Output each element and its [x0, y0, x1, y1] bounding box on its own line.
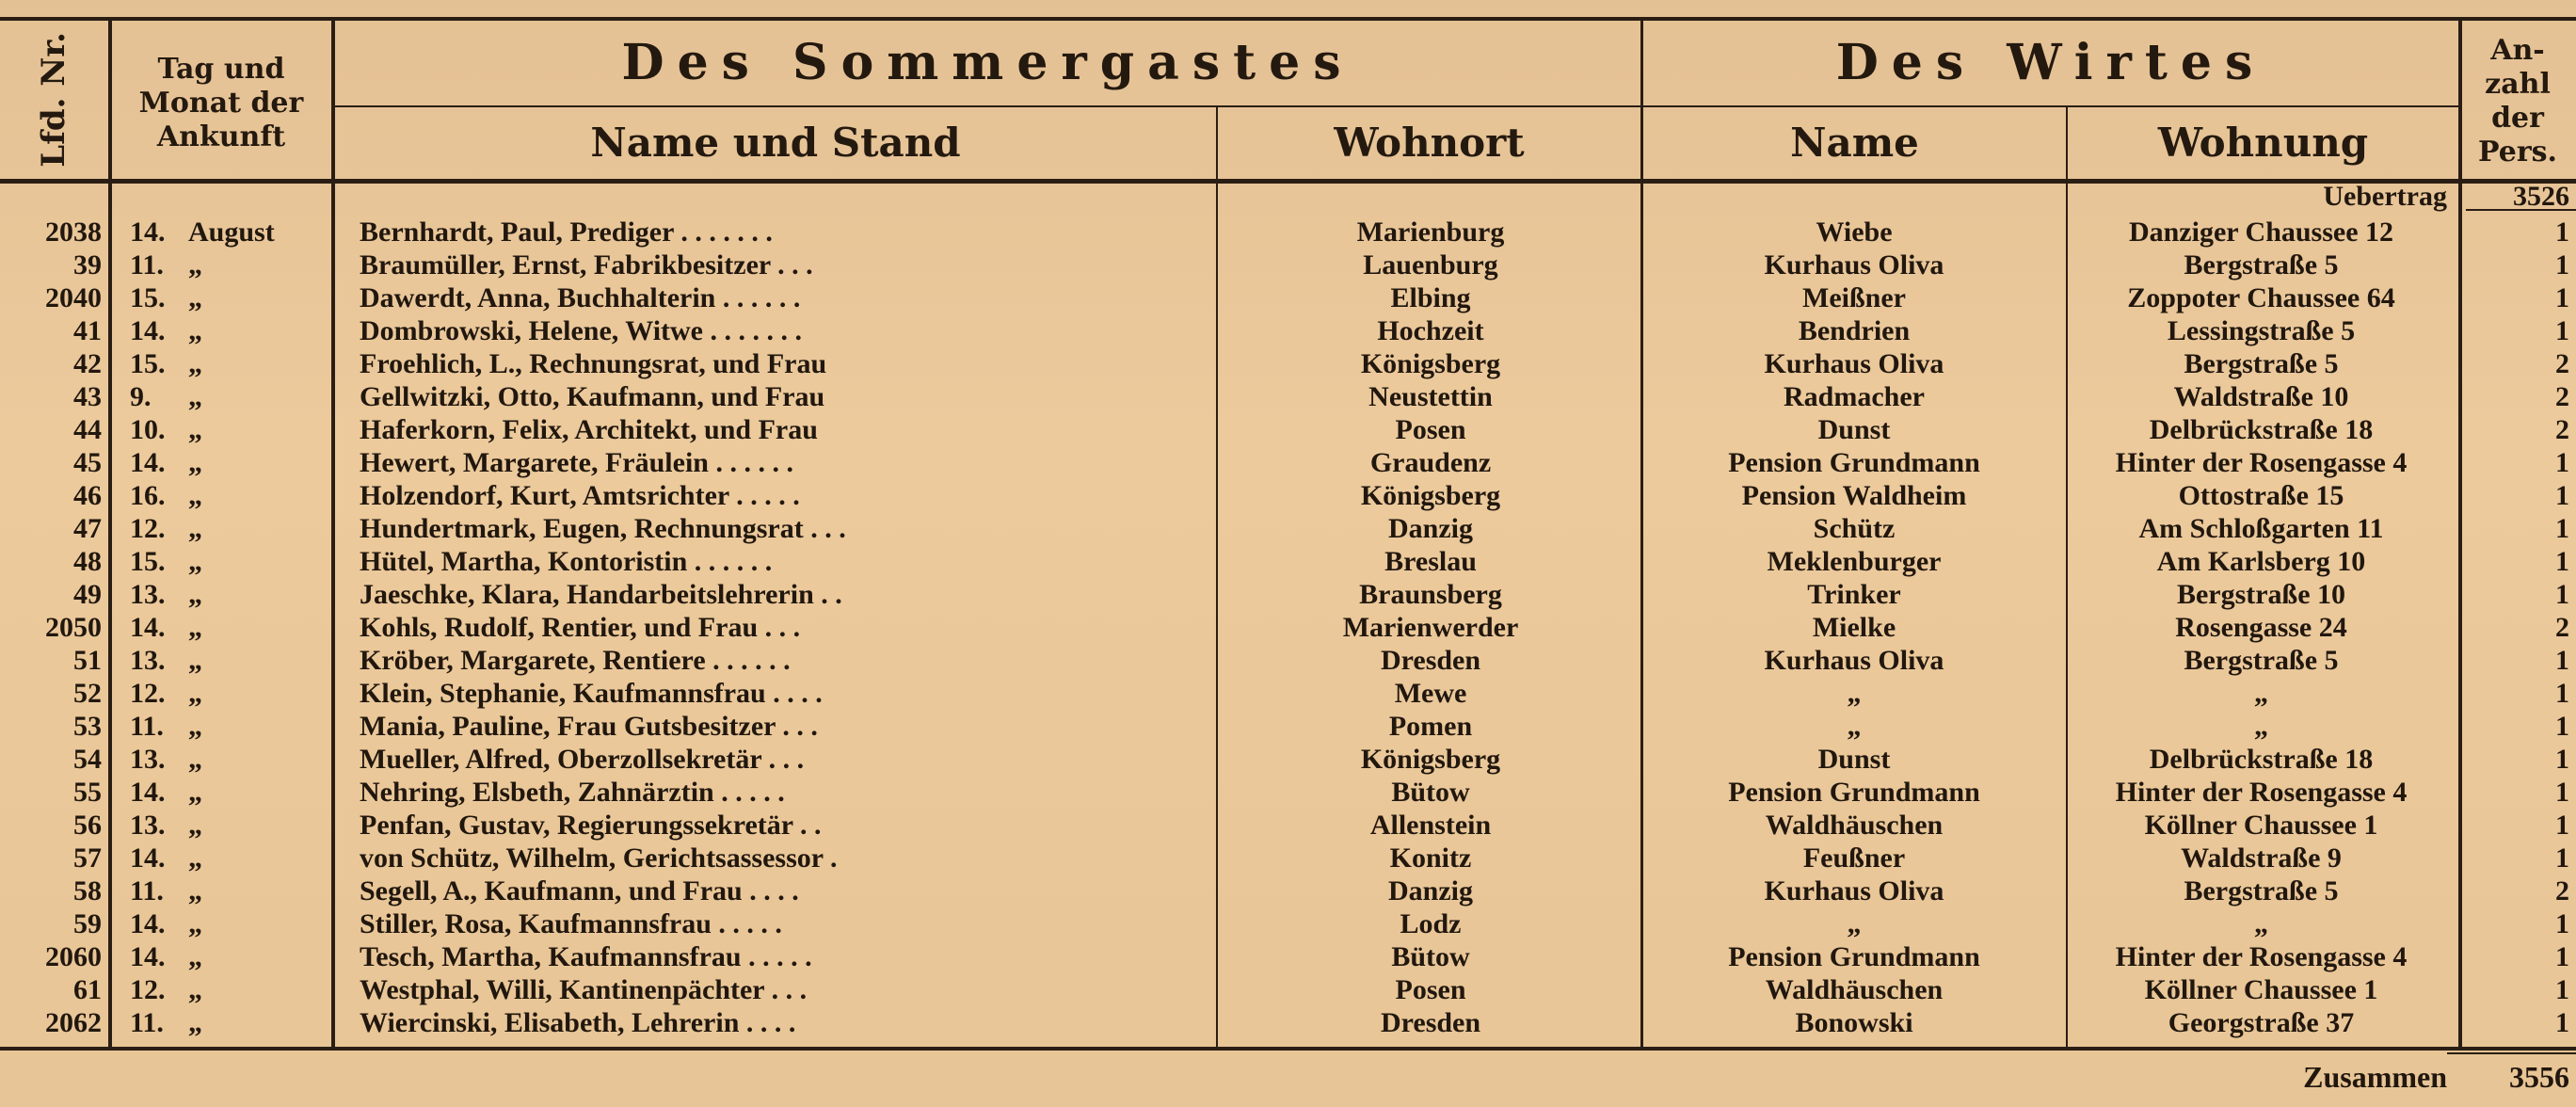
guest-origin: Danzig	[1388, 875, 1473, 906]
guest-origin: Breslau	[1384, 546, 1477, 577]
guest-name-status: Mueller, Alfred, Oberzollsekretär . . .	[360, 744, 805, 775]
row-number: 51	[73, 645, 102, 676]
row-number: 42	[73, 348, 102, 379]
arrival-day: 13.	[130, 744, 166, 775]
arrival-month: „	[188, 447, 202, 478]
person-count: 1	[2555, 579, 2569, 610]
zusammen-value: 3556	[2509, 1060, 2569, 1094]
guest-origin: Königsberg	[1360, 348, 1501, 379]
arrival-month: „	[188, 480, 202, 511]
host-name: Kurhaus Oliva	[1764, 348, 1944, 379]
arrival-day: 13.	[130, 645, 166, 676]
guest-name-status: Nehring, Elsbeth, Zahnärztin . . . . .	[360, 777, 785, 808]
host-address: Waldstraße 9	[2181, 842, 2342, 874]
wohnung-header	[2068, 107, 2458, 179]
arrival-day: 12.	[130, 974, 166, 1005]
host-address: Hinter der Rosengasse 4	[2115, 447, 2408, 478]
person-count: 2	[2555, 348, 2569, 379]
row-number: 43	[73, 381, 102, 412]
tag-monat-header	[122, 28, 320, 179]
person-count: 1	[2555, 974, 2569, 1005]
person-count: 1	[2555, 908, 2569, 939]
host-name: Pension Grundmann	[1728, 941, 1980, 972]
guest-origin: Marienwerder	[1342, 612, 1519, 643]
arrival-month: „	[188, 348, 202, 379]
guest-origin: Lodz	[1400, 908, 1462, 939]
guest-name-status: von Schütz, Wilhelm, Gerichtsassessor .	[360, 842, 838, 874]
host-address: Hinter der Rosengasse 4	[2115, 941, 2408, 972]
arrival-day: 16.	[130, 480, 166, 511]
person-count: 2	[2555, 612, 2569, 643]
row-number: 54	[73, 744, 102, 775]
arrival-month: „	[188, 249, 202, 281]
person-count: 1	[2555, 249, 2569, 281]
host-name: Bonowski	[1795, 1007, 1913, 1038]
host-address: Delbrückstraße 18	[2149, 744, 2374, 775]
wirt-name-header	[1643, 107, 2066, 179]
guest-name-status: Bernhardt, Paul, Prediger . . . . . . .	[360, 217, 773, 248]
guest-origin: Graudenz	[1369, 447, 1492, 478]
person-count: 1	[2555, 480, 2569, 511]
arrival-day: 13.	[130, 810, 166, 841]
arrival-day: 14.	[130, 612, 166, 643]
person-count: 2	[2555, 875, 2569, 906]
guest-origin: Allenstein	[1369, 810, 1492, 841]
person-count: 1	[2555, 711, 2569, 742]
guest-origin: Hochzeit	[1377, 315, 1484, 346]
guest-name-status: Hundertmark, Eugen, Rechnungsrat . . .	[360, 513, 846, 544]
host-address: Danziger Chaussee 12	[2128, 217, 2394, 248]
zusammen-label: Zusammen	[2303, 1060, 2447, 1094]
wohnung-label: Wohnung	[2157, 119, 2369, 166]
anzahl-header	[2466, 24, 2569, 179]
guest-origin: Konitz	[1389, 842, 1472, 874]
arrival-month: „	[188, 282, 202, 313]
host-address: Bergstraße 10	[2176, 579, 2346, 610]
person-count: 2	[2555, 381, 2569, 412]
arrival-month: „	[188, 1007, 202, 1038]
guest-origin: Mewe	[1394, 678, 1467, 709]
guest-name-status: Hütel, Martha, Kontoristin . . . . . .	[360, 546, 773, 577]
wirt-header	[1643, 21, 2458, 105]
person-count: 1	[2555, 678, 2569, 709]
row-number: 39	[73, 249, 102, 281]
arrival-day: 12.	[130, 513, 166, 544]
host-address: Bergstraße 5	[2184, 875, 2339, 906]
arrival-month: „	[188, 513, 202, 544]
guest-name-status: Froehlich, L., Rechnungsrat, und Frau	[360, 348, 827, 379]
arrival-day: 13.	[130, 579, 166, 610]
host-address: Ottostraße 15	[2178, 480, 2344, 511]
arrival-month: „	[188, 908, 202, 939]
arrival-month: „	[188, 645, 202, 676]
arrival-month: „	[188, 414, 202, 445]
arrival-month: „	[188, 678, 202, 709]
row-number: 55	[73, 777, 102, 808]
row-number: 47	[73, 513, 102, 544]
guest-name-status: Holzendorf, Kurt, Amtsrichter . . . . .	[360, 480, 800, 511]
host-address: Waldstraße 10	[2173, 381, 2349, 412]
guest-name-status: Kohls, Rudolf, Rentier, und Frau . . .	[360, 612, 801, 643]
host-name: Meißner	[1802, 282, 1906, 313]
arrival-month: „	[188, 711, 202, 742]
arrival-day: 10.	[130, 414, 166, 445]
row-number: 2040	[45, 282, 102, 313]
arrival-month: „	[188, 974, 202, 1005]
guest-origin: Posen	[1395, 414, 1466, 445]
guest-origin: Königsberg	[1360, 480, 1501, 511]
row-number: 59	[73, 908, 102, 939]
row-number: 44	[73, 414, 102, 445]
guest-origin: Pomen	[1388, 711, 1473, 742]
wirt-label: Des Wirtes	[1835, 33, 2266, 91]
guest-name-status: Braumüller, Ernst, Fabrikbesitzer . . .	[360, 249, 813, 281]
col-divider-5	[2066, 105, 2068, 1049]
arrival-month: „	[188, 777, 202, 808]
arrival-month: „	[188, 842, 202, 874]
host-name: „	[1847, 711, 1862, 742]
row-number: 61	[73, 974, 102, 1005]
host-name: Bendrien	[1798, 315, 1911, 346]
row-number: 2062	[45, 1007, 102, 1038]
col-divider-6	[2458, 17, 2462, 1049]
host-name: Radmacher	[1784, 381, 1925, 412]
person-count: 1	[2555, 941, 2569, 972]
host-address: Köllner Chaussee 1	[2144, 810, 2378, 841]
guest-origin: Lauenburg	[1363, 249, 1498, 281]
host-name: Feußner	[1802, 842, 1906, 874]
col-divider-1	[108, 17, 112, 1049]
person-count: 1	[2555, 645, 2569, 676]
host-name: Kurhaus Oliva	[1764, 645, 1944, 676]
row-number: 49	[73, 579, 102, 610]
host-name: Meklenburger	[1767, 546, 1942, 577]
person-count: 1	[2555, 842, 2569, 874]
host-address: „	[2254, 711, 2268, 742]
person-count: 1	[2555, 546, 2569, 577]
host-address: Zoppoter Chaussee 64	[2127, 282, 2395, 313]
guest-name-status: Hewert, Margarete, Fräulein . . . . . .	[360, 447, 793, 478]
person-count: 1	[2555, 447, 2569, 478]
host-address: Georgstraße 37	[2168, 1007, 2355, 1038]
arrival-day: 11.	[130, 249, 164, 281]
guest-origin: Posen	[1395, 974, 1466, 1005]
wohnort-label: Wohnort	[1334, 119, 1525, 166]
row-number: 2038	[45, 217, 102, 248]
guest-name-status: Dawerdt, Anna, Buchhalterin . . . . . .	[360, 282, 801, 313]
person-count: 2	[2555, 414, 2569, 445]
guest-name-status: Kröber, Margarete, Rentiere . . . . . .	[360, 645, 791, 676]
lfd-nr-header	[0, 21, 108, 179]
host-address: Am Schloßgarten 11	[2138, 513, 2384, 544]
arrival-day: 11.	[130, 875, 164, 906]
row-number: 45	[73, 447, 102, 478]
person-count: 1	[2555, 777, 2569, 808]
host-address: Lessingstraße 5	[2167, 315, 2356, 346]
guest-origin: Neustettin	[1368, 381, 1493, 412]
arrival-month: „	[188, 810, 202, 841]
host-address: Bergstraße 5	[2184, 645, 2339, 676]
guest-origin: Danzig	[1388, 513, 1473, 544]
host-address: Delbrückstraße 18	[2149, 414, 2374, 445]
host-name: Pension Waldheim	[1741, 480, 1967, 511]
host-name: Dunst	[1817, 744, 1891, 775]
name-stand-label: Name und Stand	[590, 119, 961, 166]
arrival-day: 14.	[130, 777, 166, 808]
guest-name-status: Wiercinski, Elisabeth, Lehrerin . . . .	[360, 1007, 796, 1038]
host-name: Trinker	[1807, 579, 1901, 610]
guest-origin: Bütow	[1391, 941, 1470, 972]
person-count: 1	[2555, 1007, 2569, 1038]
arrival-month: „	[188, 612, 202, 643]
row-number: 57	[73, 842, 102, 874]
host-address: Bergstraße 5	[2184, 348, 2339, 379]
host-name: Dunst	[1817, 414, 1891, 445]
arrival-day: 15.	[130, 546, 166, 577]
host-address: Köllner Chaussee 1	[2144, 974, 2378, 1005]
host-name: Waldhäuschen	[1765, 974, 1944, 1005]
uebertrag-label: Uebertrag	[2323, 181, 2447, 212]
host-name: Kurhaus Oliva	[1764, 875, 1944, 906]
arrival-month: „	[188, 315, 202, 346]
tag-monat-label: Tag und Monat der Ankunft	[138, 53, 304, 153]
arrival-day: 11.	[130, 711, 164, 742]
arrival-day: 14.	[130, 908, 166, 939]
guest-name-status: Stiller, Rosa, Kaufmannsfrau . . . . .	[360, 908, 782, 939]
host-name: Pension Grundmann	[1728, 777, 1980, 808]
host-name: Pension Grundmann	[1728, 447, 1980, 478]
table-bottom-rule	[0, 1047, 2576, 1051]
guest-origin: Dresden	[1380, 1007, 1481, 1038]
arrival-month: „	[188, 381, 202, 412]
arrival-month: „	[188, 875, 202, 906]
row-number: 46	[73, 480, 102, 511]
col-divider-3	[1216, 105, 1218, 1049]
guest-name-status: Segell, A., Kaufmann, und Frau . . . .	[360, 875, 799, 906]
host-name: „	[1847, 908, 1862, 939]
host-name: Waldhäuschen	[1765, 810, 1944, 841]
row-number: 56	[73, 810, 102, 841]
guest-name-status: Jaeschke, Klara, Handarbeitslehrerin . .	[360, 579, 842, 610]
guest-name-status: Tesch, Martha, Kaufmannsfrau . . . . .	[360, 941, 812, 972]
guest-origin: Bütow	[1391, 777, 1470, 808]
host-address: Rosengasse 24	[2175, 612, 2347, 643]
arrival-day: 15.	[130, 348, 166, 379]
row-number: 58	[73, 875, 102, 906]
arrival-day: 14.	[130, 315, 166, 346]
arrival-month: „	[188, 941, 202, 972]
arrival-month: „	[188, 579, 202, 610]
host-address: „	[2254, 678, 2268, 709]
guest-name-status: Gellwitzki, Otto, Kaufmann, und Frau	[360, 381, 825, 412]
host-name: Mielke	[1812, 612, 1896, 643]
host-address: Am Karlsberg 10	[2156, 546, 2366, 577]
zusammen-rule	[2447, 1052, 2576, 1054]
guest-origin: Marienburg	[1356, 217, 1505, 248]
guest-name-status: Mania, Pauline, Frau Gutsbesitzer . . .	[360, 711, 818, 742]
row-number: 52	[73, 678, 102, 709]
row-number: 41	[73, 315, 102, 346]
person-count: 1	[2555, 744, 2569, 775]
wirt-name-label: Name	[1790, 119, 1919, 166]
person-count: 1	[2555, 217, 2569, 248]
name-stand-header	[335, 107, 1216, 179]
host-address: „	[2254, 908, 2268, 939]
guest-name-status: Dombrowski, Helene, Witwe . . . . . . .	[360, 315, 802, 346]
arrival-day: 14.	[130, 941, 166, 972]
guest-origin: Königsberg	[1360, 744, 1501, 775]
arrival-day: 14.	[130, 217, 166, 248]
guest-name-status: Haferkorn, Felix, Architekt, und Frau	[360, 414, 818, 445]
guest-origin: Braunsberg	[1359, 579, 1502, 610]
arrival-month: „	[188, 744, 202, 775]
host-name: Kurhaus Oliva	[1764, 249, 1944, 281]
uebertrag-value: 3526	[2513, 181, 2569, 212]
arrival-day: 15.	[130, 282, 166, 313]
person-count: 1	[2555, 282, 2569, 313]
row-number: 48	[73, 546, 102, 577]
host-name: Schütz	[1813, 513, 1896, 544]
arrival-day: 14.	[130, 447, 166, 478]
host-name: „	[1847, 678, 1862, 709]
guest-origin: Elbing	[1390, 282, 1471, 313]
arrival-month: „	[188, 546, 202, 577]
row-number: 2050	[45, 612, 102, 643]
guest-origin: Dresden	[1380, 645, 1481, 676]
person-count: 1	[2555, 513, 2569, 544]
host-address: Bergstraße 5	[2184, 249, 2339, 281]
row-number: 2060	[45, 941, 102, 972]
sommergast-header	[335, 21, 1640, 105]
sommergast-label: Des Sommergastes	[621, 33, 1354, 91]
arrival-month: August	[188, 217, 275, 248]
guest-name-status: Westphal, Willi, Kantinenpächter . . .	[360, 974, 808, 1005]
arrival-day: 12.	[130, 678, 166, 709]
wohnort-header	[1218, 107, 1640, 179]
guest-name-status: Klein, Stephanie, Kaufmannsfrau . . . .	[360, 678, 823, 709]
host-name: Wiebe	[1816, 217, 1893, 248]
row-number: 53	[73, 711, 102, 742]
anzahl-label: An- zahl der Pers.	[2478, 34, 2557, 168]
arrival-day: 14.	[130, 842, 166, 874]
person-count: 1	[2555, 810, 2569, 841]
lfd-nr-label: Lfd. Nr.	[34, 32, 72, 168]
arrival-day: 11.	[130, 1007, 164, 1038]
host-address: Hinter der Rosengasse 4	[2115, 777, 2408, 808]
arrival-day: 9.	[130, 381, 152, 412]
guest-name-status: Penfan, Gustav, Regierungssekretär . .	[360, 810, 822, 841]
person-count: 1	[2555, 315, 2569, 346]
